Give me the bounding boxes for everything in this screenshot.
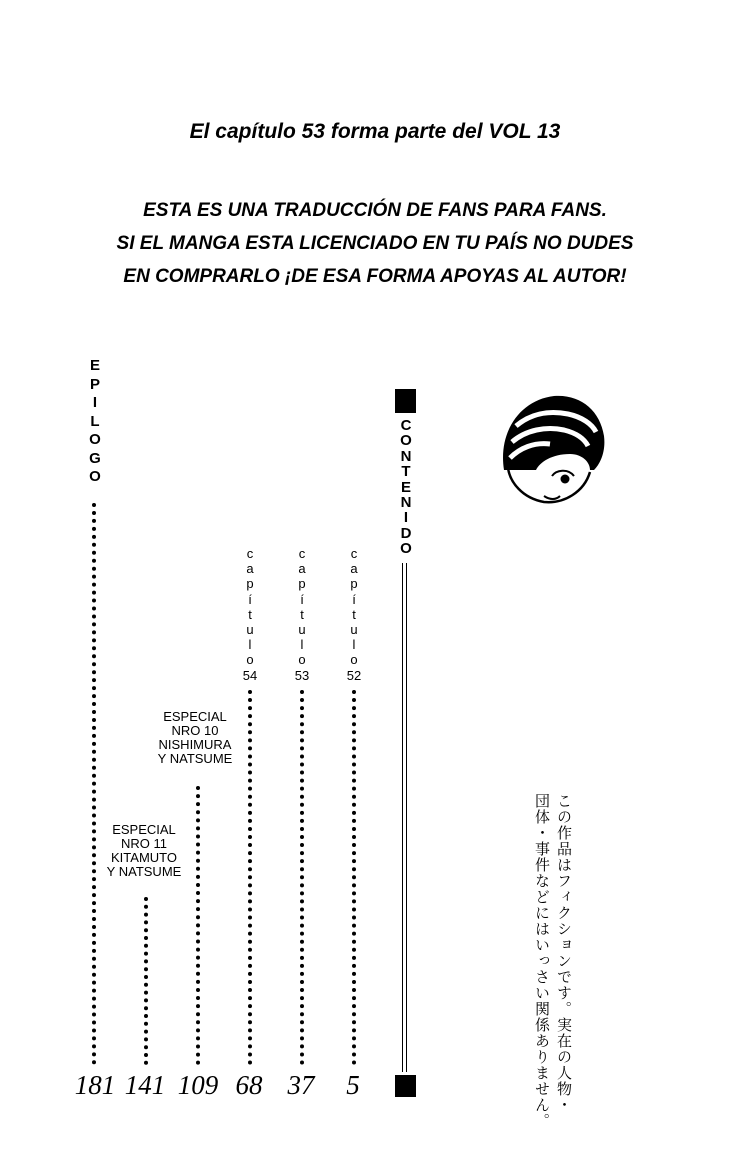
fiction-disclaimer-line-2: 団体・事件などにはいっさい関係ありません。 <box>533 793 551 1129</box>
chapter-54-number: 54 <box>242 668 258 683</box>
epilogue-leader-dots <box>92 503 96 1065</box>
special-11-label: ESPECIAL NRO 11 KITAMUTO Y NATSUME <box>106 822 182 879</box>
chapter-53-number: 53 <box>294 668 310 683</box>
fiction-disclaimer <box>531 793 575 1133</box>
contents-top-square <box>395 389 416 413</box>
epilogue-page-number: 181 <box>74 1070 116 1100</box>
fan-notice-line-2: SI EL MANGA ESTA LICENCIADO EN TU PAÍS NO DUDES <box>116 233 634 254</box>
special-10-page-number: 109 <box>177 1070 219 1100</box>
special-10-label: ESPECIAL NRO 10 NISHIMURA Y NATSUME <box>157 709 233 766</box>
fiction-disclaimer-line-1: この作品はフィクションです。実在の人物・ <box>555 793 573 1113</box>
chapter-52-page-number: 5 <box>346 1070 360 1100</box>
chapter-52-word: c a p í t u l o <box>350 546 358 668</box>
chapter-53-word: c a p í t u l o <box>298 546 306 668</box>
special-11-page-number: 141 <box>124 1070 166 1100</box>
contents-heading: C O N T E N I D O <box>400 417 412 558</box>
swirl-face-emblem-icon <box>500 392 606 508</box>
chapter-53-leader-dots <box>300 690 304 1065</box>
chapter-52-leader-dots <box>352 690 356 1065</box>
contents-double-rule <box>402 563 407 1072</box>
epilogue-label: E P I L O G O <box>89 357 101 485</box>
chapter-54-leader-dots <box>248 690 252 1065</box>
special-10-leader-dots <box>196 786 200 1065</box>
fan-notice-line-3: EN COMPRARLO ¡DE ESA FORMA APOYAS AL AUTOR! <box>123 266 627 287</box>
special-11-leader-dots <box>144 897 148 1065</box>
chapter-53-page-number: 37 <box>287 1070 315 1100</box>
chapter-note: El capítulo 53 forma parte del VOL 13 <box>189 120 561 143</box>
chapter-52-number: 52 <box>346 668 362 683</box>
contents-bottom-square <box>395 1075 416 1097</box>
fan-notice-line-1: ESTA ES UNA TRADUCCIÓN DE FANS PARA FANS. <box>143 200 607 221</box>
chapter-54-page-number: 68 <box>235 1070 263 1100</box>
chapter-54-word: c a p í t u l o <box>246 546 254 668</box>
